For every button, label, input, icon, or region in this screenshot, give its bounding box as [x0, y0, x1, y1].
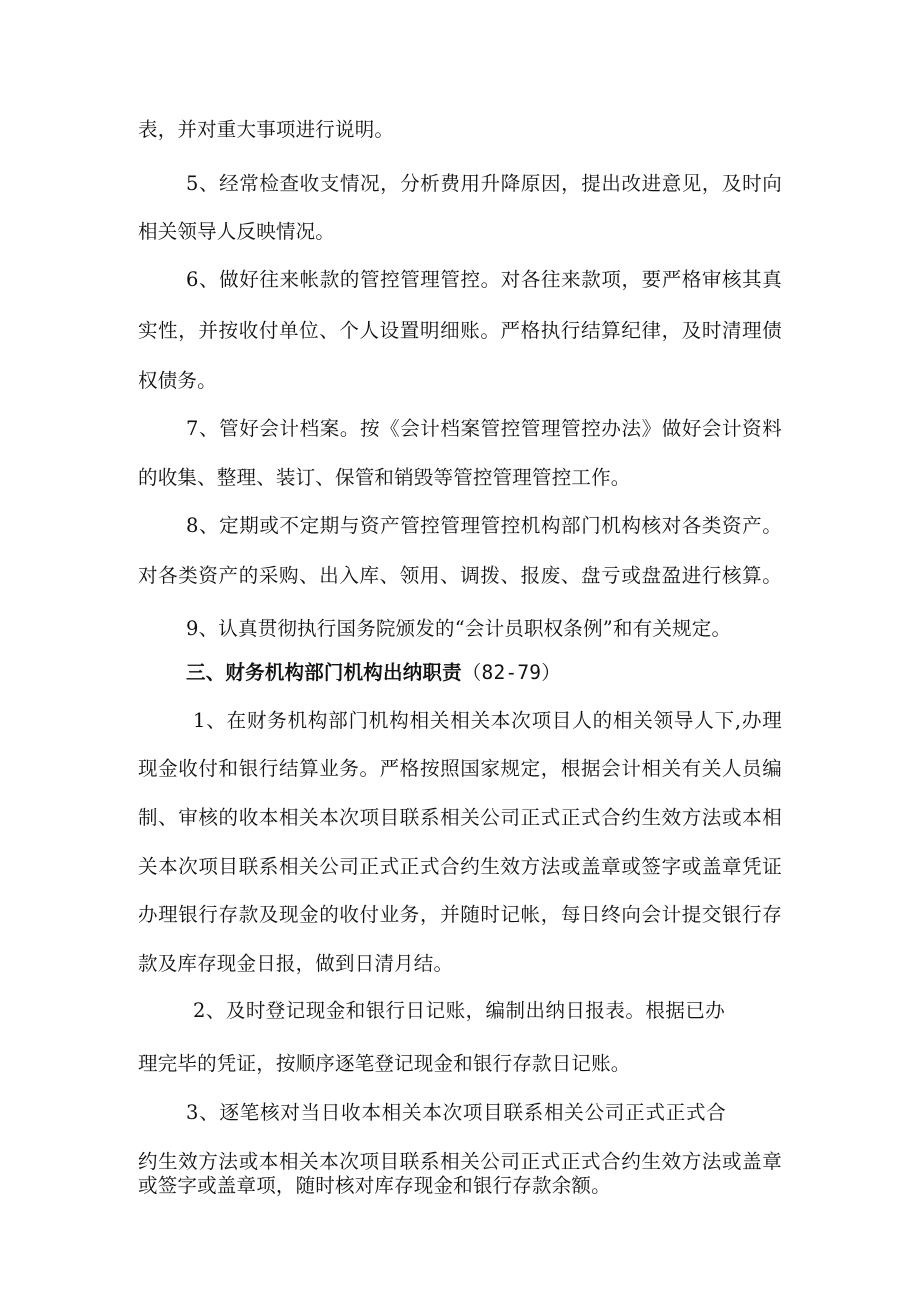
paragraph-line: 现金收付和银行结算业务。严格按照国家规定，根据会计相关有关人员编	[138, 757, 782, 780]
paragraph-line: 3、逐笔核对当日收本相关本次项目联系相关公司正式正式合	[186, 1101, 726, 1124]
paragraph-line: 或签字或盖章项，随时核对库存现金和银行存款余额。	[138, 1174, 611, 1197]
paragraph-line: 相关领导人反映情况。	[138, 220, 336, 243]
paragraph-line: 5、经常检查收支情况，分析费用升降原因，提出改进意见，及时向	[186, 172, 782, 195]
paragraph-line: 关本次项目联系相关公司正式正式合约生效方法或盖章或签字或盖章凭证	[138, 855, 782, 878]
paragraph-line: 6、做好往来帐款的管控管理管控。对各往来款项，要严格审核其真	[186, 268, 782, 291]
paragraph-line: 表，并对重大事项进行说明。	[138, 118, 395, 141]
paragraph-line: 制、审核的收本相关本次项目联系相关公司正式正式合约生效方法或本相	[138, 806, 782, 829]
paragraph-line: 理完毕的凭证，按顺序逐笔登记现金和银行存款日记账。	[138, 1052, 631, 1075]
paragraph-line: 约生效方法或本相关本次项目联系相关公司正式正式合约生效方法或盖章	[138, 1150, 782, 1173]
paragraph-line: 实性，并按收付单位、个人设置明细账。严格执行结算纪律，及时清理债	[138, 319, 782, 342]
paragraph-line: 9、认真贯彻执行国务院颁发的“会计员职权条例”和有关规定。	[186, 617, 732, 640]
paragraph-line: 7、管好会计档案。按《会计档案管控管理管控办法》做好会计资料	[186, 417, 782, 440]
paragraph-line: 对各类资产的采购、出入库、领用、调拨、报废、盘亏或盘盈进行核算。	[138, 564, 782, 587]
section-heading-code: （82-79）	[461, 661, 561, 684]
paragraph-line: 办理银行存款及现金的收付业务，并随时记帐，每日终向会计提交银行存	[138, 903, 782, 926]
paragraph-line: 8、定期或不定期与资产管控管理管控机构部门机构核对各类资产。	[186, 514, 782, 537]
paragraph-line: 的收集、整理、装订、保管和销毁等管控管理管控工作。	[138, 466, 631, 489]
paragraph-line: 款及库存现金日报，做到日清月结。	[138, 952, 454, 975]
section-heading-text: 三、财务机构部门机构出纳职责	[186, 661, 462, 684]
section-heading	[186, 659, 786, 687]
paragraph-line: 权债务。	[138, 369, 217, 392]
paragraph-line: 1、在财务机构部门机构相关相关本次项目人的相关领导人下,办理	[193, 709, 782, 732]
paragraph-line: 2、及时登记现金和银行日记账，编制出纳日报表。根据已办	[193, 999, 725, 1022]
